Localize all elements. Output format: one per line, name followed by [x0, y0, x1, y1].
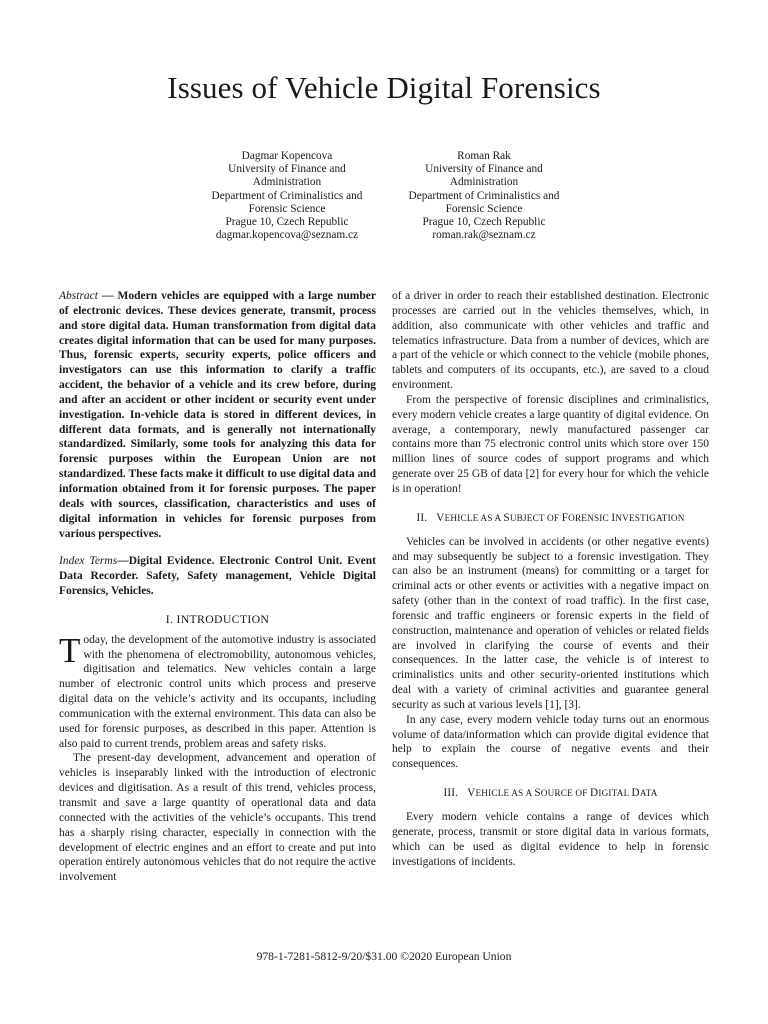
section2-paragraph-1: Vehicles can be involved in accidents (or other negative events) and may subsequently be subject to a forensic investigation. They can also be an instrument (means) for committing or a target for criminal acts or other events or activities with a negative impact on safety (other than in the context of road traffic). In the first case, forensic and traffic engineers or forensic experts in the field of construction, maintenance and operation of vehicles or related fields are involved in clarifying the course of events and their consequences. In the latter case, the vehicle is of interest to criminalistics units and other security-oriented institutions which deal with a variety of criminal activities and guarantee general security as such at various levels [1], [3]. [392, 535, 709, 711]
author-city: Prague 10, Czech Republic [422, 216, 546, 229]
author-department: Department of Criminalistics and [211, 189, 363, 202]
left-column [59, 289, 376, 885]
copyright-footer: 978-1-7281-5812-9/20/$31.00 ©2020 European Union [256, 950, 512, 963]
author-email: dagmar.kopencova@seznam.cz [215, 229, 359, 242]
abstract-text: — Modern vehicles are equipped with a large number of electronic devices. These devices generate, transmit, process and store digital data. Human transformation from digital data creates digital information that can be used for many purposes. Thus, forensic experts, security experts, police officers and investigators can use this information to clarify a traffic accident, the behavior of a vehicle and its crew before, during and after an accident or other incident or security event under investigation. In-vehicle data is stored in different devices, in different data formats, and is generally not internationally standardized. Similarly, some tools for analyzing this data for forensic purposes within the European Union are not standardized. These facts make it difficult to use digital data and information obtained from it for forensic purposes. The paper deals with sources, classification, characteristics and uses of digital information in vehicles for forensic purposes from various perspectives. [59, 290, 377, 540]
intro-paragraph-1 [59, 630, 376, 752]
index-terms [59, 554, 376, 599]
section-number: II. [416, 511, 428, 524]
author-department: Department of Criminalistics and [408, 189, 560, 202]
heading-fragment: OURCE OF [540, 788, 591, 799]
heading-fragment: IGITAL [598, 788, 632, 799]
heading-fragment: F [561, 511, 569, 524]
author-email: roman.rak@seznam.cz [432, 229, 536, 242]
section3-paragraph-1: Every modern vehicle contains a range of devices which generate, process, transmit or store digital data in various formats, which can be used as digital evidence to help in forensic investigations of incidents. [392, 811, 709, 868]
author-department: Forensic Science [248, 202, 326, 215]
heading-fragment: V [436, 511, 445, 524]
section-number: III. [443, 787, 459, 800]
author-affiliation: Administration [449, 176, 519, 189]
paper-title: Issues of Vehicle Digital Forensics [167, 70, 601, 105]
right-column [392, 289, 709, 869]
heading-fragment: V [467, 787, 476, 800]
drop-cap: T [59, 630, 81, 670]
heading-fragment: NVESTIGATION [615, 512, 685, 523]
index-terms-label: Index Terms [59, 555, 118, 568]
section-heading-vehicle-source [392, 786, 709, 801]
heading-fragment: D [631, 787, 640, 800]
author-name: Roman Rak [457, 150, 511, 162]
intro-paragraph-2: The present-day development, advancement and operation of vehicles is inseparably linked with the introduction of electronic devices and digitisation. As a result of this trend, vehicles process, transmit and save a large quantity of operational data and data connected with the activities of the vehicle’s occupants. This trend has a sharply rising character, especially in connection with the development of electric engines and an effort to create and put into operation entirely autonomous vehicles that do not require the active involvement [59, 752, 376, 884]
heading-fragment: D [590, 787, 599, 800]
heading-fragment: S [503, 511, 510, 524]
heading-fragment: EHICLE AS A [475, 788, 535, 799]
intro-paragraph-1-text: oday, the development of the automotive industry is associated with the phenomena of electromobility, autonomous vehicles, digitisation and telematics. New vehicles contain a large number of electronic control units which process and preserve digital data on the vehicle’s activity and its occupants, including communication with the external environment. This data can also be used for forensic purposes, as described in this paper. Attention is also paid to current trends, problem areas and safety risks. [59, 633, 376, 750]
abstract [59, 289, 376, 541]
author-department: Forensic Science [445, 202, 523, 215]
author-block-2 [389, 150, 579, 242]
author-block-1 [192, 150, 382, 242]
intro-paragraph-2-continued: of a driver in order to reach their established destination. Electronic processes are carried out in the vehicles themselves, which, in addition, also communicate with other vehicles and traffic and telematics infrastructure. Data from a number of devices, which are a part of the vehicle or which connect to the vehicle (mobile phones, tablets and computers of its occupants, etc.), are saved to a cloud environment. [392, 290, 709, 392]
author-affiliation: University of Finance and [425, 163, 543, 176]
heading-fragment: UBJECT OF [509, 512, 562, 523]
heading-fragment: S [534, 787, 541, 800]
abstract-label: Abstract [59, 290, 98, 302]
intro-paragraph-3: From the perspective of forensic disciplines and criminalistics, every modern vehicle creates a large quantity of digital evidence. On average, a contemporary, newly manufactured passenger car contains more than 75 electronic control units which store over 150 million lines of source codes of support programs and which generate over 25 GB of data [2] for every hour for which the vehicle is in operation! [392, 393, 709, 495]
author-name: Dagmar Kopencova [241, 150, 333, 162]
heading-fragment: ORENSIC [568, 512, 612, 523]
author-affiliation: Administration [252, 176, 322, 189]
heading-fragment: ATA [639, 788, 658, 799]
index-terms-text: —Digital Evidence. Electronic Control Unit. Event Data Recorder. Safety, Safety management, Vehicle Digital Forensics, Vehicles. [59, 555, 376, 598]
author-affiliation: University of Finance and [228, 163, 346, 176]
author-city: Prague 10, Czech Republic [225, 216, 349, 229]
section-heading-introduction: I. INTRODUCTION [165, 611, 270, 626]
section2-paragraph-2: In any case, every modern vehicle today turns out an enormous volume of data/information which can provide digital evidence that help to explain the course of negative events and their consequences. [392, 713, 709, 771]
heading-fragment: EHICLE AS A [444, 512, 504, 523]
section-heading-vehicle-subject [392, 511, 709, 526]
heading-fragment: I [611, 511, 616, 524]
